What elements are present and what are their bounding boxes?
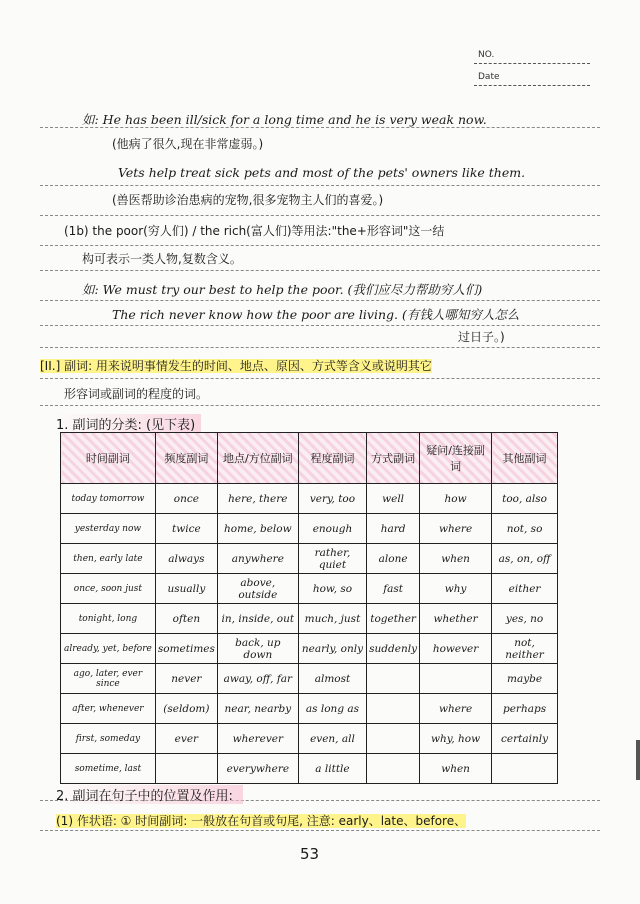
table-cell: often xyxy=(155,604,217,634)
table-cell: everywhere xyxy=(217,754,298,784)
rule-the-adj-cont: 构可表示一类人物,复数含义。 xyxy=(82,252,242,266)
classification-heading: 1. 副词的分类: (见下表) xyxy=(56,414,201,433)
rule-line xyxy=(40,830,600,831)
table-header: 其他副词 xyxy=(492,433,558,484)
table-row xyxy=(61,514,558,544)
adverbial-usage xyxy=(56,812,466,829)
table-cell: fast xyxy=(367,574,420,604)
table-cell: a little xyxy=(298,754,366,784)
position-heading: 2. 副词在句子中的位置及作用: xyxy=(56,785,243,804)
table-cell: suddenly xyxy=(367,634,420,664)
translation-line-1: (他病了很久,现在非常虚弱。) xyxy=(112,137,264,151)
table-header-row xyxy=(61,433,558,484)
table-cell: where xyxy=(420,514,492,544)
rule-line xyxy=(40,185,600,186)
table-cell: rather, quiet xyxy=(298,544,366,574)
table-cell: ago, later, ever since xyxy=(61,664,156,694)
table-cell: always xyxy=(155,544,217,574)
table-cell: as, on, off xyxy=(492,544,558,574)
rule-line xyxy=(40,300,600,301)
table-cell xyxy=(367,754,420,784)
example-line-4: The rich never know how the poor are living. (有钱人哪知穷人怎么 xyxy=(112,307,520,322)
table-cell: near, nearby xyxy=(217,694,298,724)
table-cell: ever xyxy=(155,724,217,754)
table-cell: hard xyxy=(367,514,420,544)
table-cell: not, neither xyxy=(492,634,558,664)
table-cell: twice xyxy=(155,514,217,544)
table-cell: above, outside xyxy=(217,574,298,604)
edge-mark xyxy=(636,740,640,780)
table-row xyxy=(61,634,558,664)
table-row xyxy=(61,694,558,724)
table-cell: very, too xyxy=(298,484,366,514)
table-cell: wherever xyxy=(217,724,298,754)
rule-line xyxy=(40,215,600,216)
table-cell: today tomorrow xyxy=(61,484,156,514)
table-header: 频度副词 xyxy=(155,433,217,484)
table-cell: not, so xyxy=(492,514,558,544)
section-adverb-title xyxy=(40,357,432,374)
table-row xyxy=(61,724,558,754)
table-header: 方式副词 xyxy=(367,433,420,484)
table-cell xyxy=(420,664,492,694)
table-cell: sometimes xyxy=(155,634,217,664)
adverb-table xyxy=(60,432,558,784)
section-adverb-text: [II.] 副词: 用来说明事情发生的时间、地点、原因、方式等含义或说明其它 xyxy=(40,359,432,373)
table-row xyxy=(61,484,558,514)
table-cell: why, how xyxy=(420,724,492,754)
table-row xyxy=(61,544,558,574)
table-cell: yes, no xyxy=(492,604,558,634)
table-cell: nearly, only xyxy=(298,634,366,664)
no-label: NO. xyxy=(478,50,495,60)
table-cell: how xyxy=(420,484,492,514)
adverbial-usage-text: (1) 作状语: ① 时间副词: 一般放在句首或句尾, 注意: early、late、before、 xyxy=(56,814,467,828)
table-cell: home, below xyxy=(217,514,298,544)
rule-line xyxy=(40,347,600,348)
table-cell: too, also xyxy=(492,484,558,514)
table-cell: once xyxy=(155,484,217,514)
page-number: 53 xyxy=(300,845,320,863)
table-cell xyxy=(367,724,420,754)
table-cell: how, so xyxy=(298,574,366,604)
table-cell: anywhere xyxy=(217,544,298,574)
table-cell: whether xyxy=(420,604,492,634)
rule-line xyxy=(40,245,600,246)
table-cell: never xyxy=(155,664,217,694)
table-cell: where xyxy=(420,694,492,724)
table-cell: first, someday xyxy=(61,724,156,754)
no-line xyxy=(474,63,590,64)
rule-the-adj: (1b) the poor(穷人们) / the rich(富人们)等用法:"the+形容词"这一结 xyxy=(64,224,445,238)
rule-line xyxy=(40,405,600,406)
table-cell xyxy=(492,754,558,784)
table-cell: even, all xyxy=(298,724,366,754)
rule-line xyxy=(40,270,600,271)
table-row xyxy=(61,574,558,604)
table-cell xyxy=(155,754,217,784)
example-line-3: 如: We must try our best to help the poor. (我们应尽力帮助穷人们) xyxy=(82,282,483,297)
table-cell: then, early late xyxy=(61,544,156,574)
table-header: 疑问/连接副词 xyxy=(420,433,492,484)
example-line-4-cont: 过日子。) xyxy=(458,330,505,344)
table-cell: yesterday now xyxy=(61,514,156,544)
table-cell: why xyxy=(420,574,492,604)
table-cell: (seldom) xyxy=(155,694,217,724)
table-cell: certainly xyxy=(492,724,558,754)
table-cell: as long as xyxy=(298,694,366,724)
table-cell: almost xyxy=(298,664,366,694)
example-line-1: 如: He has been ill/sick for a long time and he is very weak now. xyxy=(82,112,487,127)
example-line-2: Vets help treat sick pets and most of the pets' owners like them. xyxy=(118,165,526,180)
table-cell: much, just xyxy=(298,604,366,634)
table-cell: together xyxy=(367,604,420,634)
table-cell: after, whenever xyxy=(61,694,156,724)
table-cell: when xyxy=(420,754,492,784)
table-cell: usually xyxy=(155,574,217,604)
table-cell: alone xyxy=(367,544,420,574)
table-cell: however xyxy=(420,634,492,664)
table-cell xyxy=(367,694,420,724)
table-cell: once, soon just xyxy=(61,574,156,604)
table-cell: tonight, long xyxy=(61,604,156,634)
table-cell: back, up down xyxy=(217,634,298,664)
rule-line xyxy=(40,378,600,379)
table-cell: perhaps xyxy=(492,694,558,724)
table-cell: when xyxy=(420,544,492,574)
table-cell xyxy=(367,664,420,694)
table-header: 时间副词 xyxy=(61,433,156,484)
table-cell: here, there xyxy=(217,484,298,514)
table-header: 地点/方位副词 xyxy=(217,433,298,484)
table-cell: away, off, far xyxy=(217,664,298,694)
table-cell: either xyxy=(492,574,558,604)
table-cell: well xyxy=(367,484,420,514)
rule-line xyxy=(40,325,600,326)
table-cell: enough xyxy=(298,514,366,544)
table-cell: maybe xyxy=(492,664,558,694)
table-row xyxy=(61,604,558,634)
table-row xyxy=(61,754,558,784)
table-cell: in, inside, out xyxy=(217,604,298,634)
date-label: Date xyxy=(478,72,500,82)
table-row xyxy=(61,664,558,694)
table-cell: sometime, last xyxy=(61,754,156,784)
date-line xyxy=(474,85,590,86)
translation-line-2: (兽医帮助诊治患病的宠物,很多宠物主人们的喜爱。) xyxy=(112,193,384,207)
table-header: 程度副词 xyxy=(298,433,366,484)
table-cell: already, yet, before xyxy=(61,634,156,664)
section-adverb-cont: 形容词或副词的程度的词。 xyxy=(64,387,209,401)
